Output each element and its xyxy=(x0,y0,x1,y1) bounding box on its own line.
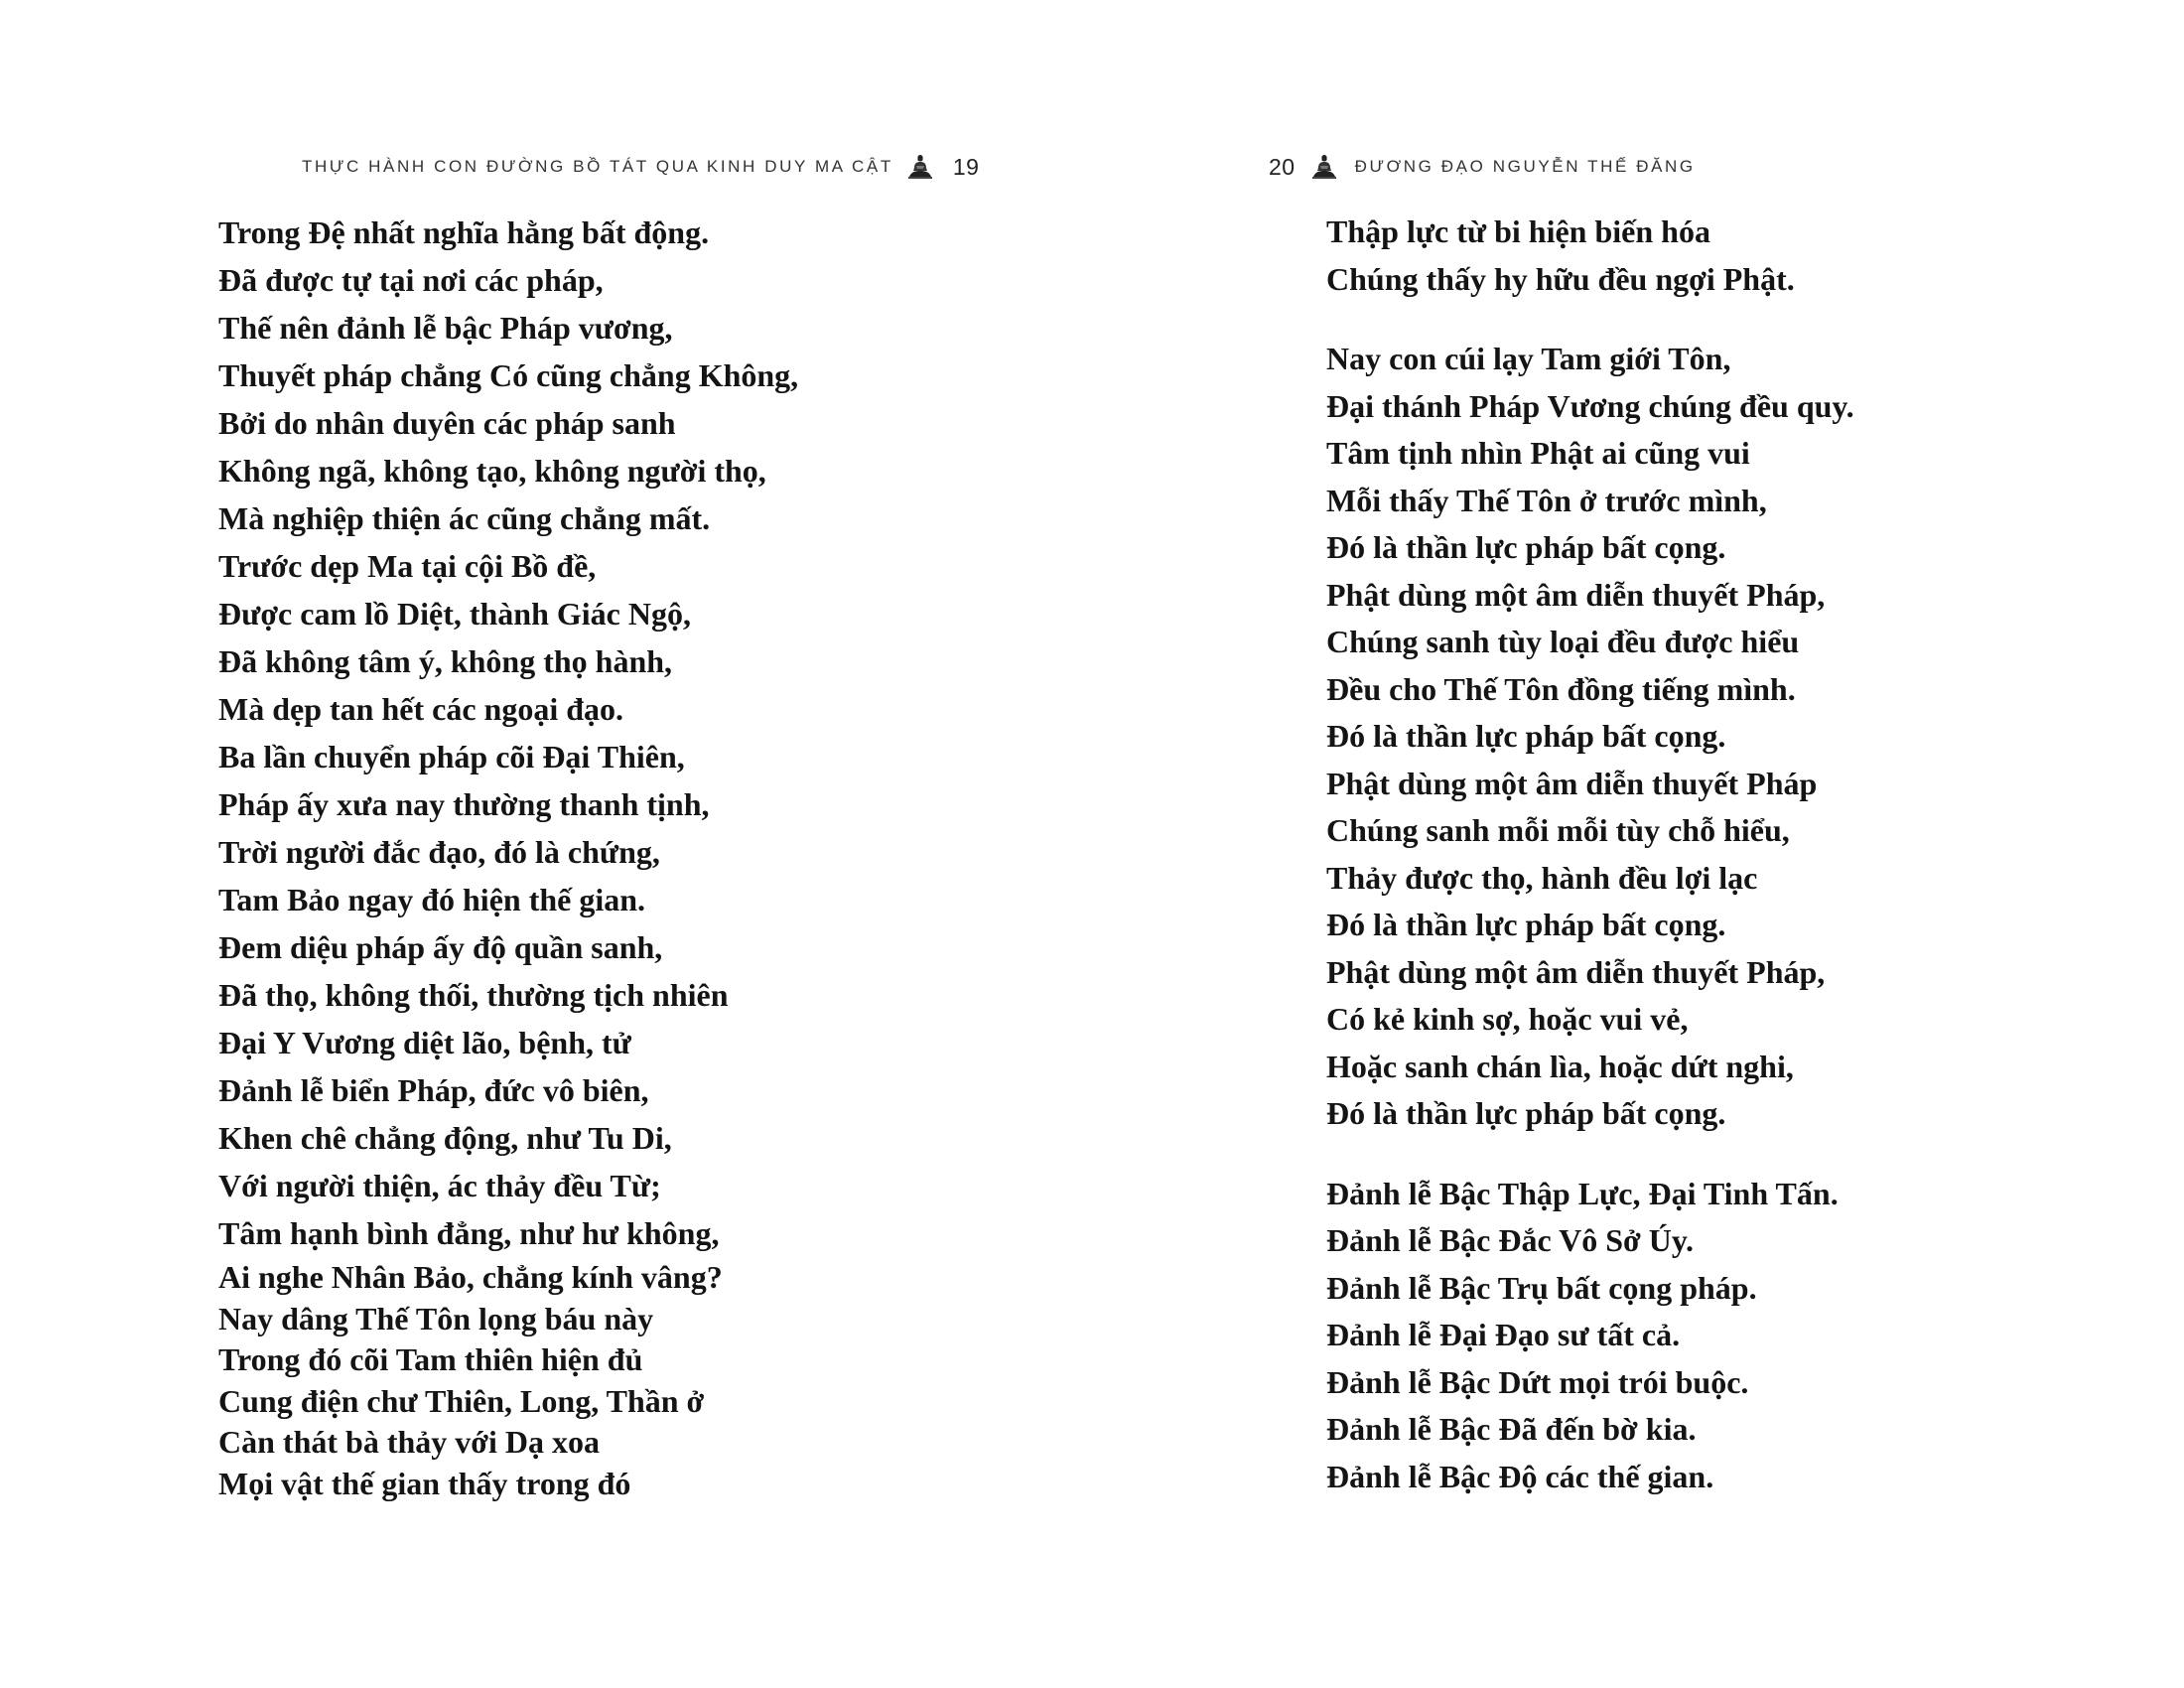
verse-line: Chúng sanh tùy loại đều được hiểu xyxy=(1326,624,1800,659)
verse-line: Tâm tịnh nhìn Phật ai cũng vui xyxy=(1326,435,1750,471)
verse-line: Đảnh lễ biển Pháp, đức vô biên, xyxy=(218,1072,649,1108)
verse-line: Thuyết pháp chẳng Có cũng chẳng Không, xyxy=(218,357,799,393)
verse-line: Đã được tự tại nơi các pháp, xyxy=(218,262,604,298)
verse-line: Phật dùng một âm diễn thuyết Pháp, xyxy=(1326,953,1826,990)
verse-line: Đảnh lễ Bậc Đắc Vô Sở Úy. xyxy=(1326,1222,1695,1258)
verse-line: Ai nghe Nhân Bảo, chẳng kính vâng? xyxy=(218,1259,723,1295)
stanza xyxy=(1326,209,1854,303)
verse-line: Đảnh lễ Bậc Độ các thế gian. xyxy=(1326,1458,1714,1494)
verse-line: Ba lần chuyển pháp cõi Đại Thiên, xyxy=(218,739,685,774)
verse-line: Đó là thần lực pháp bất cọng. xyxy=(1326,907,1726,942)
verse-line: Đó là thần lực pháp bất cọng. xyxy=(1326,529,1726,565)
verse-line: Nay con cúi lạy Tam giới Tôn, xyxy=(1326,341,1731,376)
verse-line: Đại thánh Pháp Vương chúng đều quy. xyxy=(1326,387,1854,424)
verse-line: Đó là thần lực pháp bất cọng. xyxy=(1326,718,1726,754)
running-header-right xyxy=(1269,149,1696,185)
verse-line: Nay dâng Thế Tôn lọng báu này xyxy=(218,1300,654,1336)
verse-line: Không ngã, không tạo, không người thọ, xyxy=(218,453,766,489)
verse-line: Mà dẹp tan hết các ngoại đạo. xyxy=(218,691,623,727)
verse-line: Chúng sanh mỗi mỗi tùy chỗ hiểu, xyxy=(1326,812,1790,848)
verse-line: Thảy được thọ, hành đều lợi lạc xyxy=(1326,859,1758,896)
right-page xyxy=(1092,0,2184,1688)
verse-line: Đại Y Vương diệt lão, bệnh, tử xyxy=(218,1025,631,1060)
verse-line: Phật dùng một âm diễn thuyết Pháp xyxy=(1326,765,1818,801)
header-title: ĐƯƠNG ĐẠO NGUYỄN THẾ ĐĂNG xyxy=(1354,157,1696,176)
verse-text-left xyxy=(218,209,798,1504)
verse-line: Đem diệu pháp ấy độ quần sanh, xyxy=(218,929,663,965)
running-header-left xyxy=(302,149,979,185)
verse-line: Tâm hạnh bình đẳng, như hư không, xyxy=(218,1215,720,1251)
meditating-buddha-icon xyxy=(1309,152,1339,182)
verse-line: Đó là thần lực pháp bất cọng. xyxy=(1326,1095,1726,1131)
meditating-buddha-icon xyxy=(905,152,935,182)
verse-line: Hoặc sanh chán lìa, hoặc dứt nghi, xyxy=(1326,1048,1794,1084)
verse-line: Trước dẹp Ma tại cội Bồ đề, xyxy=(218,548,597,584)
verse-line: Thập lực từ bi hiện biến hóa xyxy=(1326,213,1710,249)
verse-text-right xyxy=(1326,209,1854,1500)
verse-line: Cung điện chư Thiên, Long, Thần ở xyxy=(218,1382,705,1419)
verse-line: Càn thát bà thảy với Dạ xoa xyxy=(218,1424,600,1460)
verse-line: Trời người đắc đạo, đó là chứng, xyxy=(218,834,660,870)
verse-line: Đều cho Thế Tôn đồng tiếng mình. xyxy=(1326,670,1796,707)
page-number: 20 xyxy=(1269,153,1296,180)
verse-line: Được cam lồ Diệt, thành Giác Ngộ, xyxy=(218,596,691,632)
verse-line: Phật dùng một âm diễn thuyết Pháp, xyxy=(1326,576,1826,613)
verse-line: Khen chê chẳng động, như Tu Di, xyxy=(218,1120,672,1156)
verse-line: Mà nghiệp thiện ác cũng chẳng mất. xyxy=(218,500,711,536)
verse-line: Đảnh lễ Bậc Đã đến bờ kia. xyxy=(1326,1411,1697,1447)
stanza xyxy=(1326,336,1854,1138)
verse-line: Đã thọ, không thối, thường tịch nhiên xyxy=(218,977,729,1013)
verse-line: Đảnh lễ Bậc Dứt mọi trói buộc. xyxy=(1326,1363,1749,1400)
verse-line: Chúng thấy hy hữu đều ngợi Phật. xyxy=(1326,260,1795,297)
verse-line: Mỗi thấy Thế Tôn ở trước mình, xyxy=(1326,482,1767,518)
header-title: THỰC HÀNH CON ĐƯỜNG BỒ TÁT QUA KINH DUY MA CẬT xyxy=(302,157,893,176)
verse-line: Trong đó cõi Tam thiên hiện đủ xyxy=(218,1341,643,1377)
verse-line: Có kẻ kinh sợ, hoặc vui vẻ, xyxy=(1326,1001,1689,1037)
page-number: 19 xyxy=(952,153,980,180)
verse-line: Đảnh lễ Bậc Trụ bất cọng pháp. xyxy=(1326,1269,1757,1306)
verse-line: Đã không tâm ý, không thọ hành, xyxy=(218,643,673,679)
verse-line: Với người thiện, ác thảy đều Từ; xyxy=(218,1168,661,1203)
verse-line: Trong Đệ nhất nghĩa hằng bất động. xyxy=(218,214,710,250)
stanza xyxy=(1326,1171,1854,1501)
verse-line: Tam Bảo ngay đó hiện thế gian. xyxy=(218,882,646,917)
verse-line: Bởi do nhân duyên các pháp sanh xyxy=(218,405,676,441)
verse-line: Mọi vật thế gian thấy trong đó xyxy=(218,1465,631,1501)
verse-line: Pháp ấy xưa nay thường thanh tịnh, xyxy=(218,786,710,822)
verse-line: Đảnh lễ Bậc Thập Lực, Đại Tinh Tấn. xyxy=(1326,1175,1839,1211)
verse-line: Đảnh lễ Đại Đạo sư tất cả. xyxy=(1326,1317,1681,1352)
verse-line: Thế nên đảnh lễ bậc Pháp vương, xyxy=(218,310,673,346)
